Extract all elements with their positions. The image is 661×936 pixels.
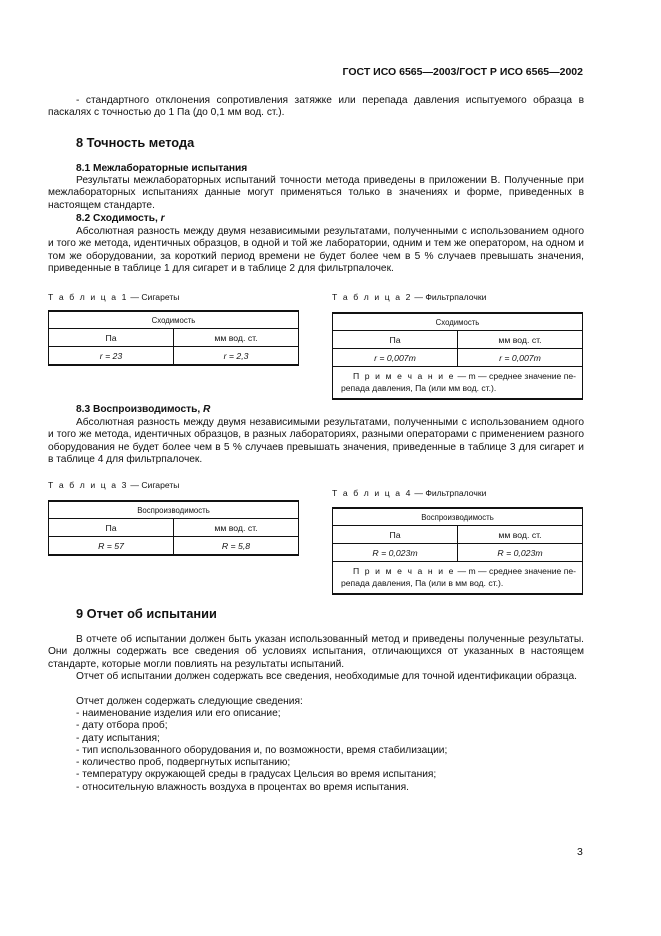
subsection-8-2-title-text: 8.2 Сходимость, xyxy=(76,213,161,224)
subsection-8-2-text: Абсолютная разность между двумя независимыми результатами, полученными с использованием одного и того же метода, идентичных образцов, в одной и той же лаборатории, одним и тем же оператором, на одном и том же оборудовании, за короткий период времени не будет более чем в 5 % случаев превышать значения, приведенные в таблице 1 для сигарет и в таблице 2 для фильтрпалочек. xyxy=(48,226,584,274)
table-2-note xyxy=(333,367,583,400)
table-4-col-pa: Па xyxy=(333,526,458,544)
table-4-caption-label: Т а б л и ц а 4 xyxy=(332,488,412,498)
list-item: - дату испытания; xyxy=(76,732,160,744)
table-4-col-mm: мм вод. ст. xyxy=(458,526,583,544)
subsection-8-3-title xyxy=(76,404,210,415)
table-1-caption xyxy=(48,292,179,302)
table-2-note-label: П р и м е ч а н и е xyxy=(353,371,456,381)
table-4-note xyxy=(333,562,583,595)
list-item: - температуру окружающей среды в градусах Цельсия во время испытания; xyxy=(76,769,437,781)
subsection-8-1-title: 8.1 Межлабораторные испытания xyxy=(76,163,248,174)
table-2-value-mm: r = 0,007m xyxy=(458,349,583,367)
subsection-8-2-title xyxy=(76,213,165,224)
table-2-group-header: Сходимость xyxy=(333,313,583,331)
table-1-group-header: Сходимость xyxy=(49,311,299,329)
table-3-col-pa: Па xyxy=(49,519,174,537)
list-item: - наименование изделия или его описание; xyxy=(76,708,281,719)
table-3-col-mm: мм вод. ст. xyxy=(174,519,299,537)
table-4-caption-rest: — Фильтрпалочки xyxy=(411,488,487,498)
table-3-caption-label: Т а б л и ц а 3 xyxy=(48,480,128,490)
section-9-paragraph-1: В отчете об испытании должен быть указан использованный метод и приведены полученные результаты. Они должны содержать все сведения об условиях испытания, отличающихся от указанных в настоящем стандарте, которые могли повлиять на результаты испытаний. xyxy=(48,634,584,670)
list-item: - количество проб, подвергнутых испытанию; xyxy=(76,757,291,769)
subsection-8-3-title-text: 8.3 Воспроизводимость, xyxy=(76,404,204,415)
table-4-value-pa: R = 0,023m xyxy=(333,544,458,562)
table-4-value-mm: R = 0,023m xyxy=(458,544,583,562)
intro-paragraph: - стандартного отклонения сопротивления затяжке или перепада давления испытуемого образца в паскалях с точностью до 1 Па (до 0,1 мм вод. ст.). xyxy=(48,95,584,119)
table-3-value-pa: R = 57 xyxy=(49,537,174,556)
table-2-caption-rest: — Фильтрпалочки xyxy=(411,292,487,302)
table-2-col-pa: Па xyxy=(333,331,458,349)
table-2-note-text: — m — среднее значение перепада давления, Па (или мм вод. ст.). xyxy=(341,371,577,393)
list-item: - относительную влажность воздуха в процентах во время испытания. xyxy=(76,781,409,793)
table-3-caption-rest: — Сигареты xyxy=(127,480,180,490)
table-2-col-mm: мм вод. ст. xyxy=(458,331,583,349)
table-1-value-pa: r = 23 xyxy=(49,347,174,366)
table-1 xyxy=(48,310,299,366)
table-3 xyxy=(48,500,299,556)
table-2-caption xyxy=(332,292,486,302)
table-2 xyxy=(332,312,583,400)
table-1-col-pa: Па xyxy=(49,329,174,347)
section-8-title: 8 Точность метода xyxy=(76,135,195,150)
table-4-note-text: — m — среднее значение перепада давления, Па (или в мм вод. ст.). xyxy=(341,566,577,588)
report-contents-list xyxy=(76,708,584,794)
table-1-value-mm: r = 2,3 xyxy=(174,347,299,366)
section-9-paragraph-3: Отчет должен содержать следующие сведения: xyxy=(76,696,303,707)
table-2-value-pa: r = 0,007m xyxy=(333,349,458,367)
table-4-note-label: П р и м е ч а н и е xyxy=(353,566,456,576)
table-4-caption xyxy=(332,488,486,498)
repeatability-symbol: r xyxy=(160,213,165,224)
table-3-group-header: Воспроизводимость xyxy=(49,501,299,519)
subsection-8-3-text: Абсолютная разность между двумя независимыми результатами, полученными с использованием одного и того же метода, идентичных образцов, в разных лабораториях, разными операторами с применением разного оборудования не будет более чем в 5 % случаев превышать значения, приведенные в таблице 3 для сигарет и в таблице 4 для фильтрпалочек. xyxy=(48,417,584,465)
page-number: 3 xyxy=(577,846,583,858)
table-3-caption xyxy=(48,480,179,490)
table-1-caption-rest: — Сигареты xyxy=(127,292,180,302)
table-3-value-mm: R = 5,8 xyxy=(174,537,299,556)
section-9-title: 9 Отчет об испытании xyxy=(76,606,217,621)
table-1-col-mm: мм вод. ст. xyxy=(174,329,299,347)
list-item: - дату отбора проб; xyxy=(76,720,168,732)
table-1-caption-label: Т а б л и ц а 1 xyxy=(48,292,128,302)
table-4 xyxy=(332,507,583,595)
reproducibility-symbol: R xyxy=(203,404,211,415)
document-header: ГОСТ ИСО 6565—2003/ГОСТ Р ИСО 6565—2002 xyxy=(342,66,583,78)
table-4-group-header: Воспроизводимость xyxy=(333,508,583,526)
subsection-8-1-text: Результаты межлабораторных испытаний точности метода приведены в приложении В. Полученные при межлабораторных испытаниях данные могут применяться только в значениях и форме, приведенных в настоящем стандарте. xyxy=(48,175,584,211)
section-9-paragraph-2: Отчет об испытании должен содержать все сведения, необходимые для точной идентификации образца. xyxy=(76,671,577,682)
list-item: - тип использованного оборудования и, по возможности, время стабилизации; xyxy=(76,744,448,756)
table-2-caption-label: Т а б л и ц а 2 xyxy=(332,292,412,302)
